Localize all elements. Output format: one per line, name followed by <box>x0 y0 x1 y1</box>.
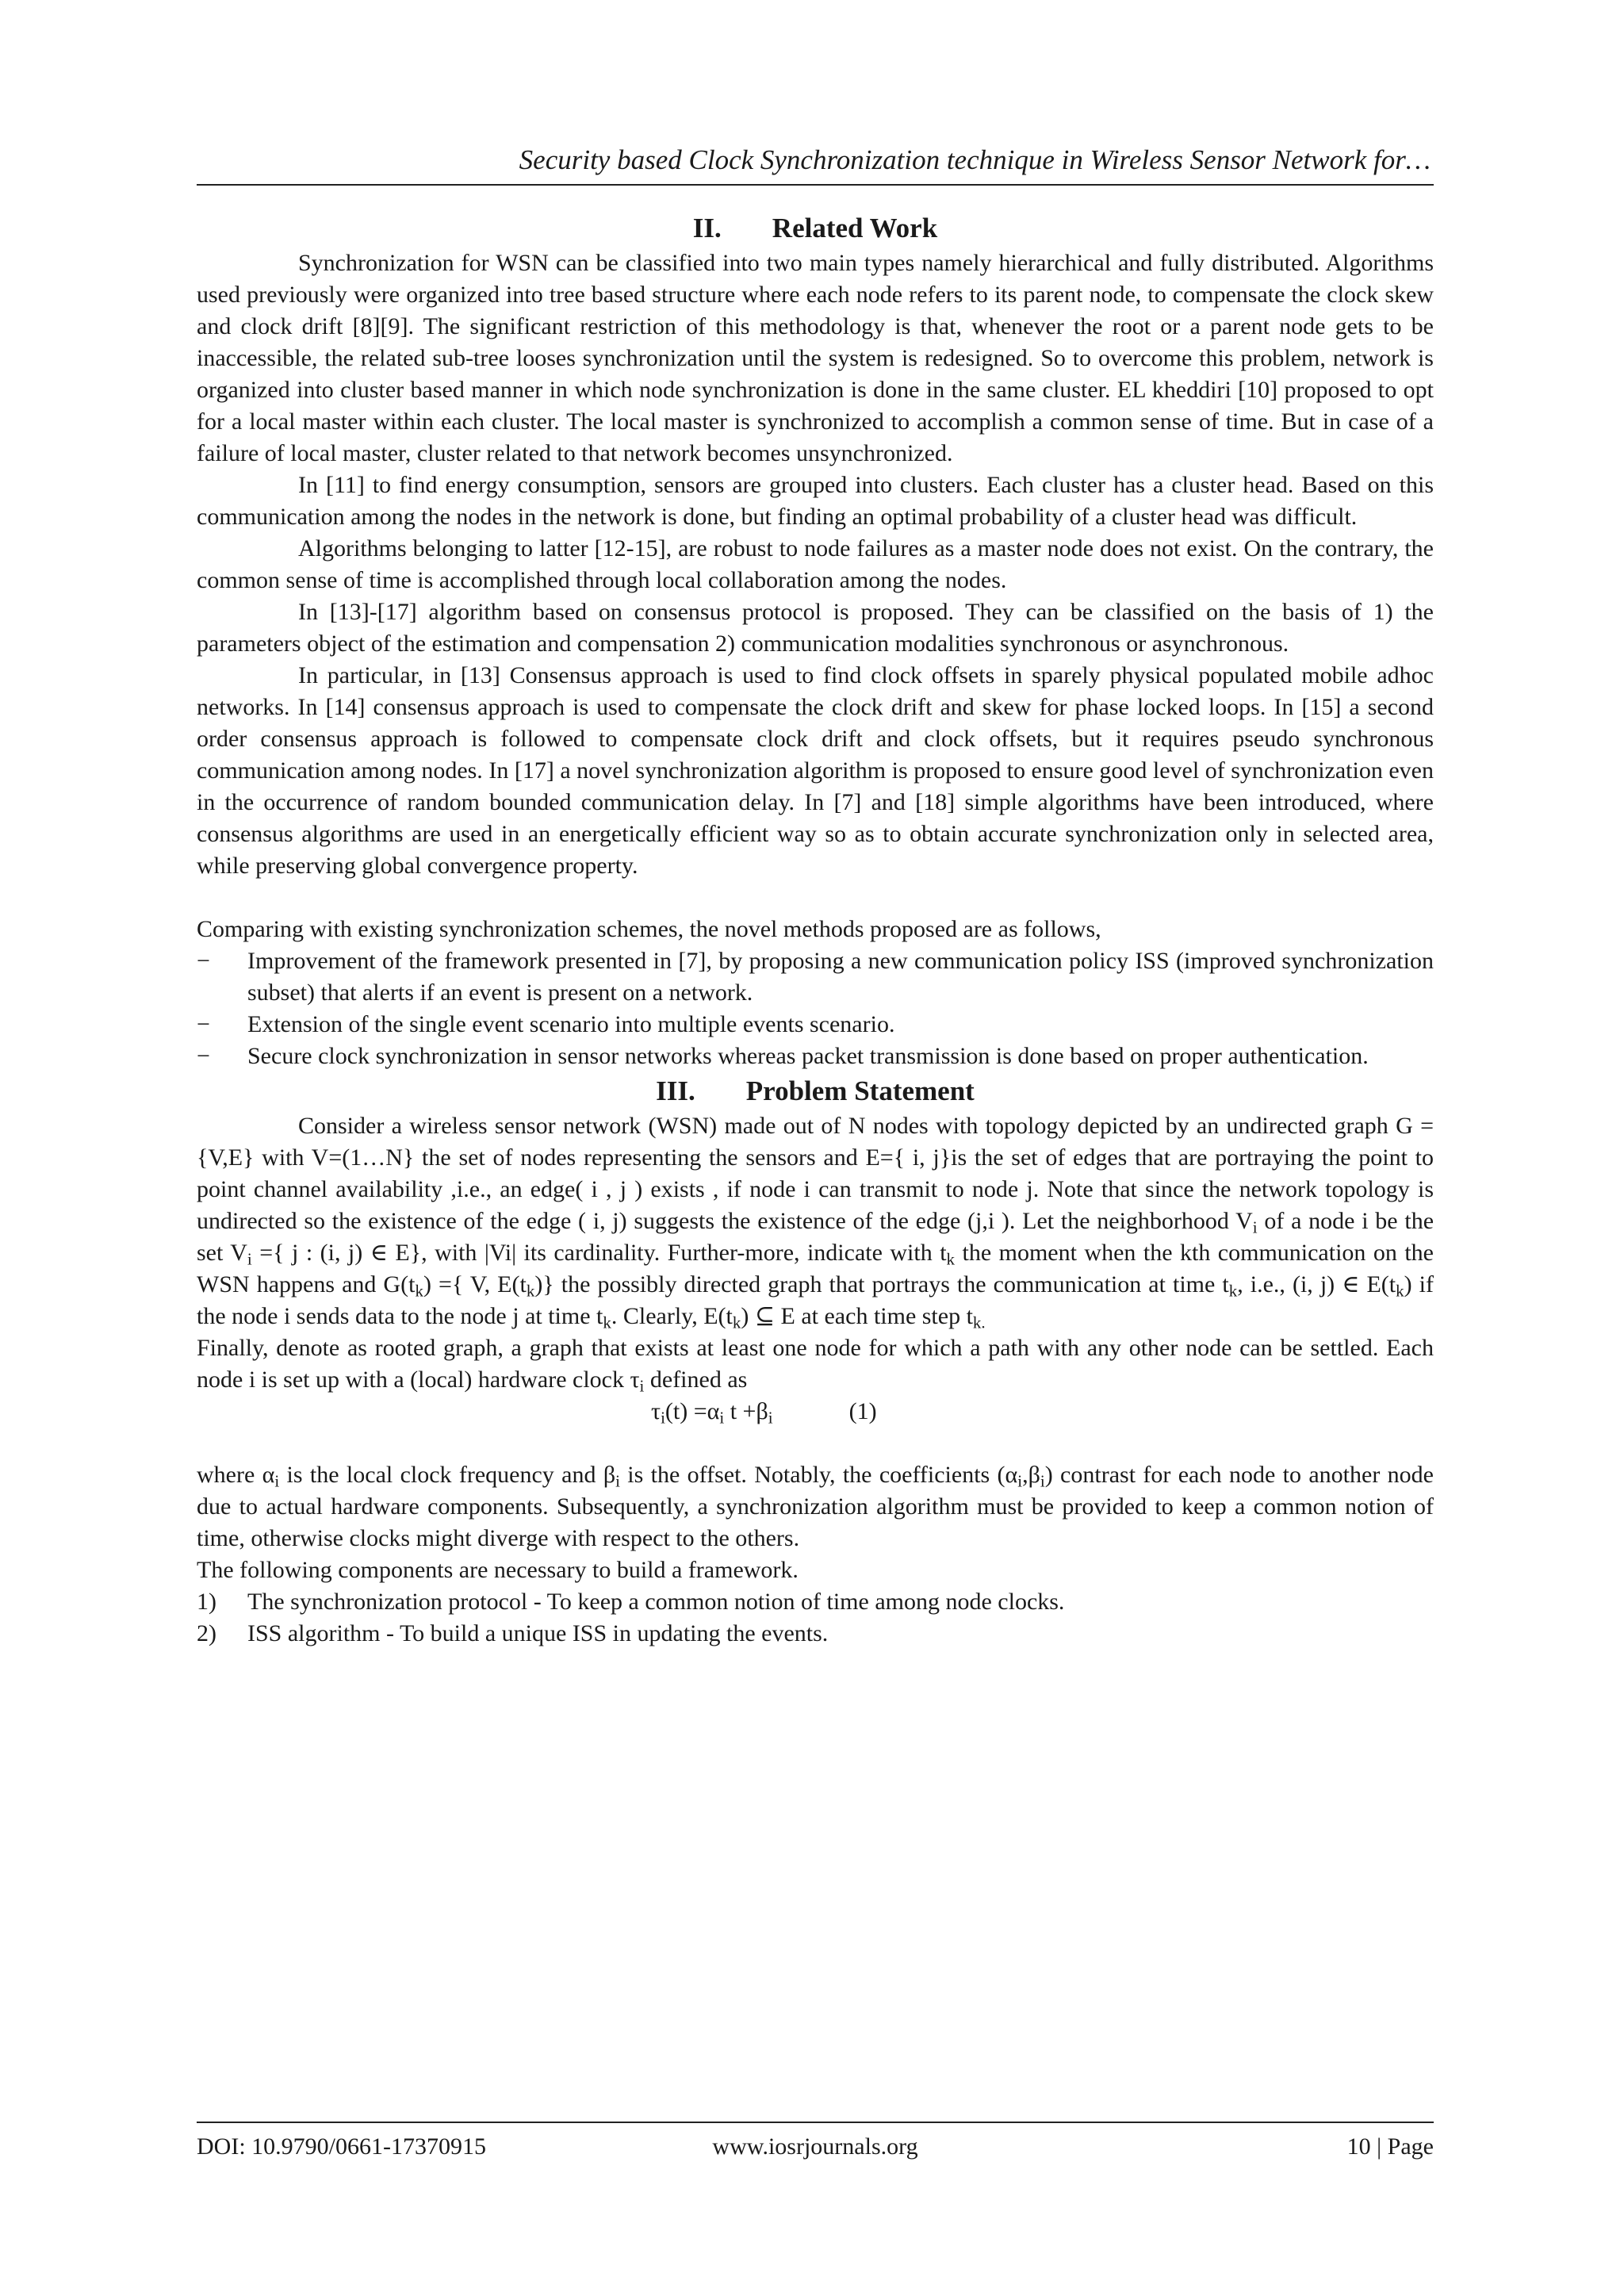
contribution-list <box>197 945 1434 1072</box>
components-intro: The following components are necessary to build a framework. <box>197 1557 799 1583</box>
paragraph: where $\alpha_i$ is the local clock frequency and $\beta_i$ is the offset. Notably, the coefficients $(\alpha_i,\beta_i)$ contrast for each node to another node due to actual hardware components. Subsequently, a synchronization algorithm must be provided to keep a common notion of time, otherwise clocks might diverge with respect to the others. <box>197 1462 1434 1551</box>
list-item-text: ISS algorithm - To build a unique ISS in updating the events. <box>247 1620 829 1646</box>
footer-page-number: 10 | Page <box>1346 2133 1434 2160</box>
bullet-mark: − <box>197 1011 210 1037</box>
list-number: 2) <box>197 1620 216 1646</box>
paragraph: In particular, in [13] Consensus approach is used to find clock offsets in sparely physical populated mobile adhoc networks. In [14] consensus approach is used to compensate the clock drift and skew for phase locked loops. In [15] a second order consensus approach is followed to compensate clock drift and clock offsets, but it requires pseudo synchronous communication among nodes. In [17] a novel synchronization algorithm is proposed to ensure good level of synchronization even in the occurrence of random bounded communication delay. In [7] and [18] simple algorithms have been introduced, where consensus algorithms are used in an energetically efficient way so as to obtain accurate synchronization only in selected area, while preserving global convergence property. <box>197 662 1434 879</box>
equation-number: (1) <box>848 1398 877 1424</box>
list-item-text: Extension of the single event scenario into multiple events scenario. <box>247 1011 895 1037</box>
paragraph: In [11] to find energy consumption, sensors are grouped into clusters. Each cluster has a cluster head. Based on this communication among the nodes in the network is done, but finding an optimal probability of a cluster head was difficult. <box>197 472 1434 530</box>
list-item-text: Secure clock synchronization in sensor networks whereas packet transmission is done based on proper authentication. <box>247 1043 1369 1069</box>
equation-body: $\tau_i(t) =\alpha_i$ $t +\beta_i$ <box>651 1398 773 1428</box>
equation <box>651 1396 1434 1428</box>
list-item <box>197 1009 1434 1041</box>
section-number: III. <box>656 1075 695 1106</box>
paragraph: In [13]-[17] algorithm based on consensus protocol is proposed. They can be classified on the basis of 1) the parameters object of the estimation and compensation 2) communication modalities synchronous or asynchronous. <box>197 599 1434 657</box>
spacer <box>197 1428 1434 1459</box>
spacer <box>197 882 1434 914</box>
section-title: Related Work <box>772 213 938 243</box>
list-item <box>197 1586 1434 1618</box>
list-item <box>197 1041 1434 1072</box>
section-title: Problem Statement <box>745 1075 975 1106</box>
list-item-text: The synchronization protocol - To keep a common notion of time among node clocks. <box>247 1589 1065 1615</box>
paragraph: Algorithms belonging to latter [12-15], are robust to node failures as a master node does not exist. On the contrary, the common sense of time is accomplished through local collaboration among the nodes. <box>197 535 1434 593</box>
list-item <box>197 945 1434 1009</box>
page-content <box>197 143 1434 1650</box>
running-header: Security based Clock Synchronization technique in Wireless Sensor Network for… <box>519 144 1431 175</box>
page-footer <box>197 2122 1434 2164</box>
section-number: II. <box>692 213 722 243</box>
paragraph: Finally, denote as rooted graph, a graph that exists at least one node for which a path with any other node can be settled. Each node i is set up with a (local) hardware clock $\tau_i$ defined as <box>197 1335 1434 1396</box>
list-number: 1) <box>197 1589 216 1615</box>
bullet-mark: − <box>197 948 210 974</box>
footer-rule <box>197 2122 1434 2123</box>
comparison-intro: Comparing with existing synchronization schemes, the novel methods proposed are as follows, <box>197 916 1101 942</box>
footer-row <box>197 2129 1434 2164</box>
bullet-mark: − <box>197 1043 210 1069</box>
list-item <box>197 1618 1434 1650</box>
section-heading-problem-statement <box>197 1072 1434 1110</box>
section-heading-related-work <box>197 209 1434 247</box>
footer-website-link[interactable]: www.iosrjournals.org <box>712 2133 918 2160</box>
paragraph: Consider a wireless sensor network (WSN) made out of N nodes with topology depicted by an undirected graph G ={V,E} with V=(1…N} the set of nodes representing the sensors and E={ i, j}is the set of edges that are portraying the point to point channel availability ,i.e., an edge( i , j ) exists , if node i can transmit to node j. Note that since the network topology is undirected so the existence of the edge ( i, j) suggests the existence of the edge (j,i ). Let the neighborhood $V_i$ of a node i be the set $V_i$ ={ j : (i, j) ∈ E}, with |Vi| its cardinality. Further-more, indicate with $t_k$ the moment when the kth communication on the WSN happens and $G(t_k)$ ={ V, $E(t_k)$} the possibly directed graph that portrays the communication at time $t_k$, i.e., (i, j) ∈ $E(t_k)$ if the node i sends data to the node j at time $t_k$. Clearly, $E(t_k)$ ⊆ E at each time step $t_{k.}$ <box>197 1113 1434 1332</box>
list-item-text: Improvement of the framework presented in [7], by proposing a new communication policy ISS (improved synchronization subset) that alerts if an event is present on a network. <box>247 948 1434 1006</box>
paragraph: Synchronization for WSN can be classified into two main types namely hierarchical and fully distributed. Algorithms used previously were organized into tree based structure where each node refers to its parent node, to compensate the clock skew and clock drift [8][9]. The significant restriction of this methodology is that, whenever the root or a parent node gets to be inaccessible, the related sub-tree looses synchronization until the system is redesigned. So to overcome this problem, network is organized into cluster based manner in which node synchronization is done in the same cluster. EL kheddiri [10] proposed to opt for a local master within each cluster. The local master is synchronized to accomplish a common sense of time. But in case of a failure of local master, cluster related to that network becomes unsynchronized. <box>197 250 1434 466</box>
components-list <box>197 1586 1434 1650</box>
footer-doi: DOI: 10.9790/0661-17370915 <box>197 2133 486 2160</box>
